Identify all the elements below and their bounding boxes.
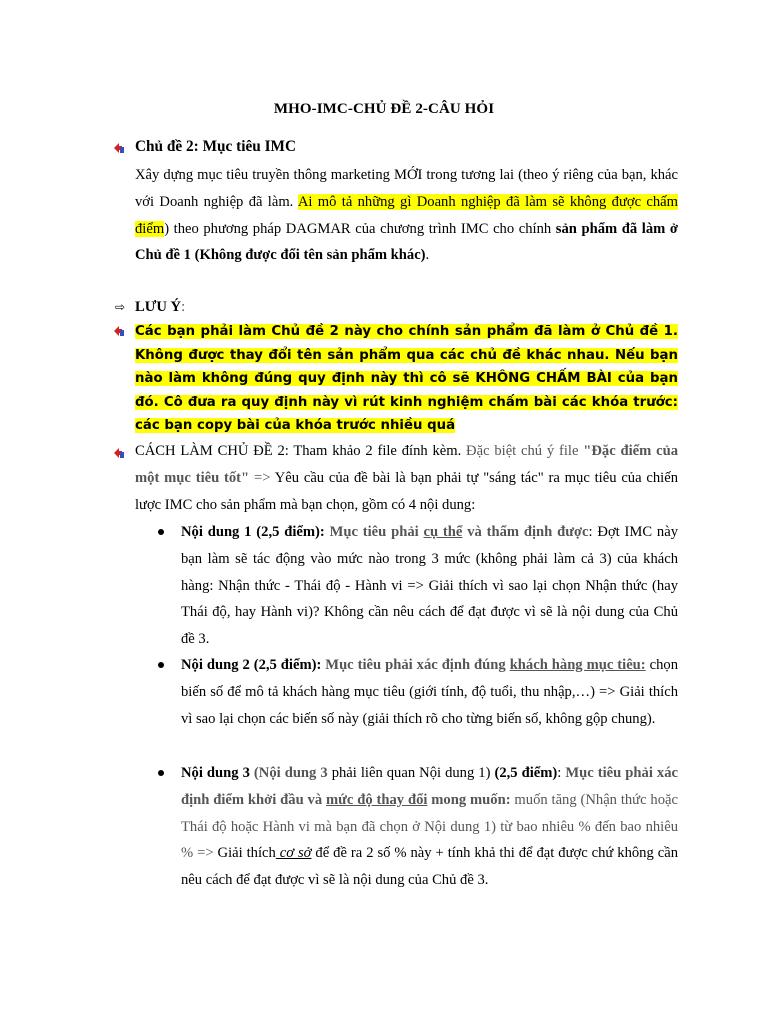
right-arrow-icon: ⇨ [115, 300, 126, 314]
item-goal-2: mong muốn: [427, 791, 511, 808]
arrow-bullet-icon [114, 448, 125, 459]
item-goal-2: và thẩm định được [462, 524, 589, 540]
bullet-dot [158, 770, 164, 776]
list-item [181, 760, 678, 894]
list-item [181, 519, 678, 653]
list-item [181, 652, 678, 732]
paragraph-bold: sản phẩm đã làm ở Chủ đề 1 (Không được đổi tên sản phẩm khác) [135, 220, 679, 264]
item-label: Nội dung 3 [181, 765, 250, 781]
section-heading: Chủ đề 2: Mục tiêu IMC [135, 138, 297, 155]
item-description: chọn biến số để mô tả khách hàng mục tiêu (giới tính, độ tuổi, thu nhập,…) => Giải thích vì sao lại chọn các biến số này (giải thích rõ cho từng biến số, không gộp chung). [181, 657, 678, 727]
item-goal-underlined: cụ thể [423, 524, 463, 540]
item-goal: Mục tiêu phải [324, 524, 424, 540]
howto-file-name: "Đặc điểm của một mục tiêu tốt" [135, 443, 678, 486]
bullet-dot [158, 529, 164, 535]
item-label: Nội dung 1 (2,5 điểm): [181, 524, 325, 540]
warning-paragraph [135, 320, 678, 438]
note-colon: : [181, 299, 186, 315]
note-label: LƯU Ý [135, 299, 182, 315]
item-goal: Mục tiêu phải xác định đúng [321, 657, 510, 673]
arrow-bullet-icon [114, 326, 125, 337]
warning-text: Các bạn phải làm Chủ đề 2 này cho chính sản phẩm đã làm ở Chủ đề 1. Không được thay đổi tên sản phẩm qua các chủ đề khác nhau. Nếu bạn nào làm không đúng quy định này thì cô sẽ KHÔNG CHẤM BÀI của bạn đó. Cô đưa ra quy định này vì rút kinh nghiệm chấm bài các khóa trước: các bạn copy bài của khóa trước nhiều quá [135, 324, 678, 433]
paragraph-text: Xây dựng mục tiêu truyền thông marketing MỚI trong tương lai (theo ý riêng của bạn, khác với Doanh nghiệp đã làm. [135, 167, 678, 210]
howto-paragraph [135, 438, 678, 518]
item-goal-underlined: mức độ thay đổi [326, 791, 428, 808]
item-ref-text: phải liên quan Nội dung 1) [327, 765, 495, 781]
item-points: (2,5 điểm) [494, 765, 558, 781]
section-paragraph [135, 162, 678, 269]
item-colon: : [557, 765, 566, 781]
item-goal-underlined: khách hàng mục tiêu: [509, 657, 646, 673]
note-line [135, 294, 678, 321]
arrow-bullet-icon [114, 143, 125, 154]
item-goal: Mục tiêu phải xác định điểm khởi đầu và [181, 765, 678, 808]
paragraph-end: . [425, 247, 430, 264]
page-title: MHO-IMC-CHỦ ĐỀ 2-CÂU HỎI [273, 101, 495, 117]
item-label: Nội dung 2 (2,5 điểm): [181, 657, 322, 673]
item-description: để đề ra 2 số % này + tính khả thi để đạt được chứ không cần nêu cách để đạt được vì sẽ là nội dung của Chủ đề 3. [181, 845, 678, 889]
howto-requirement: Yêu cầu của đề bài là bạn phải tự "sáng tác" ra mục tiêu của chiến lược IMC cho sản phẩm mà bạn chọn, gồm có 4 nội dung: [135, 469, 679, 513]
item-description: : Đợt IMC này bạn làm sẽ tác động vào mức nào trong 3 mức (không phải làm cả 3) của khách hàng: Nhận thức - Thái độ - Hành vi => Giải thích vì sao lại chọn Nhận thức (hay Thái độ, hay Hành vi)? Không cần nêu cách để đạt được vì sẽ là nội dung của Chủ đề 3. [181, 524, 679, 648]
bullet-dot [158, 662, 164, 668]
item-basis-underlined: cơ sở [275, 845, 312, 862]
paragraph-text-2: ) theo phương pháp DAGMAR của chương trình IMC cho chính [164, 220, 556, 237]
howto-note: Đặc biệt chú ý file [466, 443, 584, 459]
item-explain: Giải thích [217, 845, 276, 862]
item-goal-detail: muốn tăng (Nhận thức hoặc Thái độ hoặc Hành vi mà bạn đã chọn ở Nội dung 1) từ bao nhiêu % đến bao nhiêu % => [181, 791, 678, 862]
highlighted-text: Ai mô tả những gì Doanh nghiệp đã làm sẽ không được chấm điểm [135, 193, 678, 237]
item-ref: (Nội dung 3 [249, 765, 328, 781]
howto-arrow: => [249, 469, 275, 486]
howto-intro: CÁCH LÀM CHỦ ĐỀ 2: Tham khảo 2 file đính kèm. [135, 443, 467, 459]
